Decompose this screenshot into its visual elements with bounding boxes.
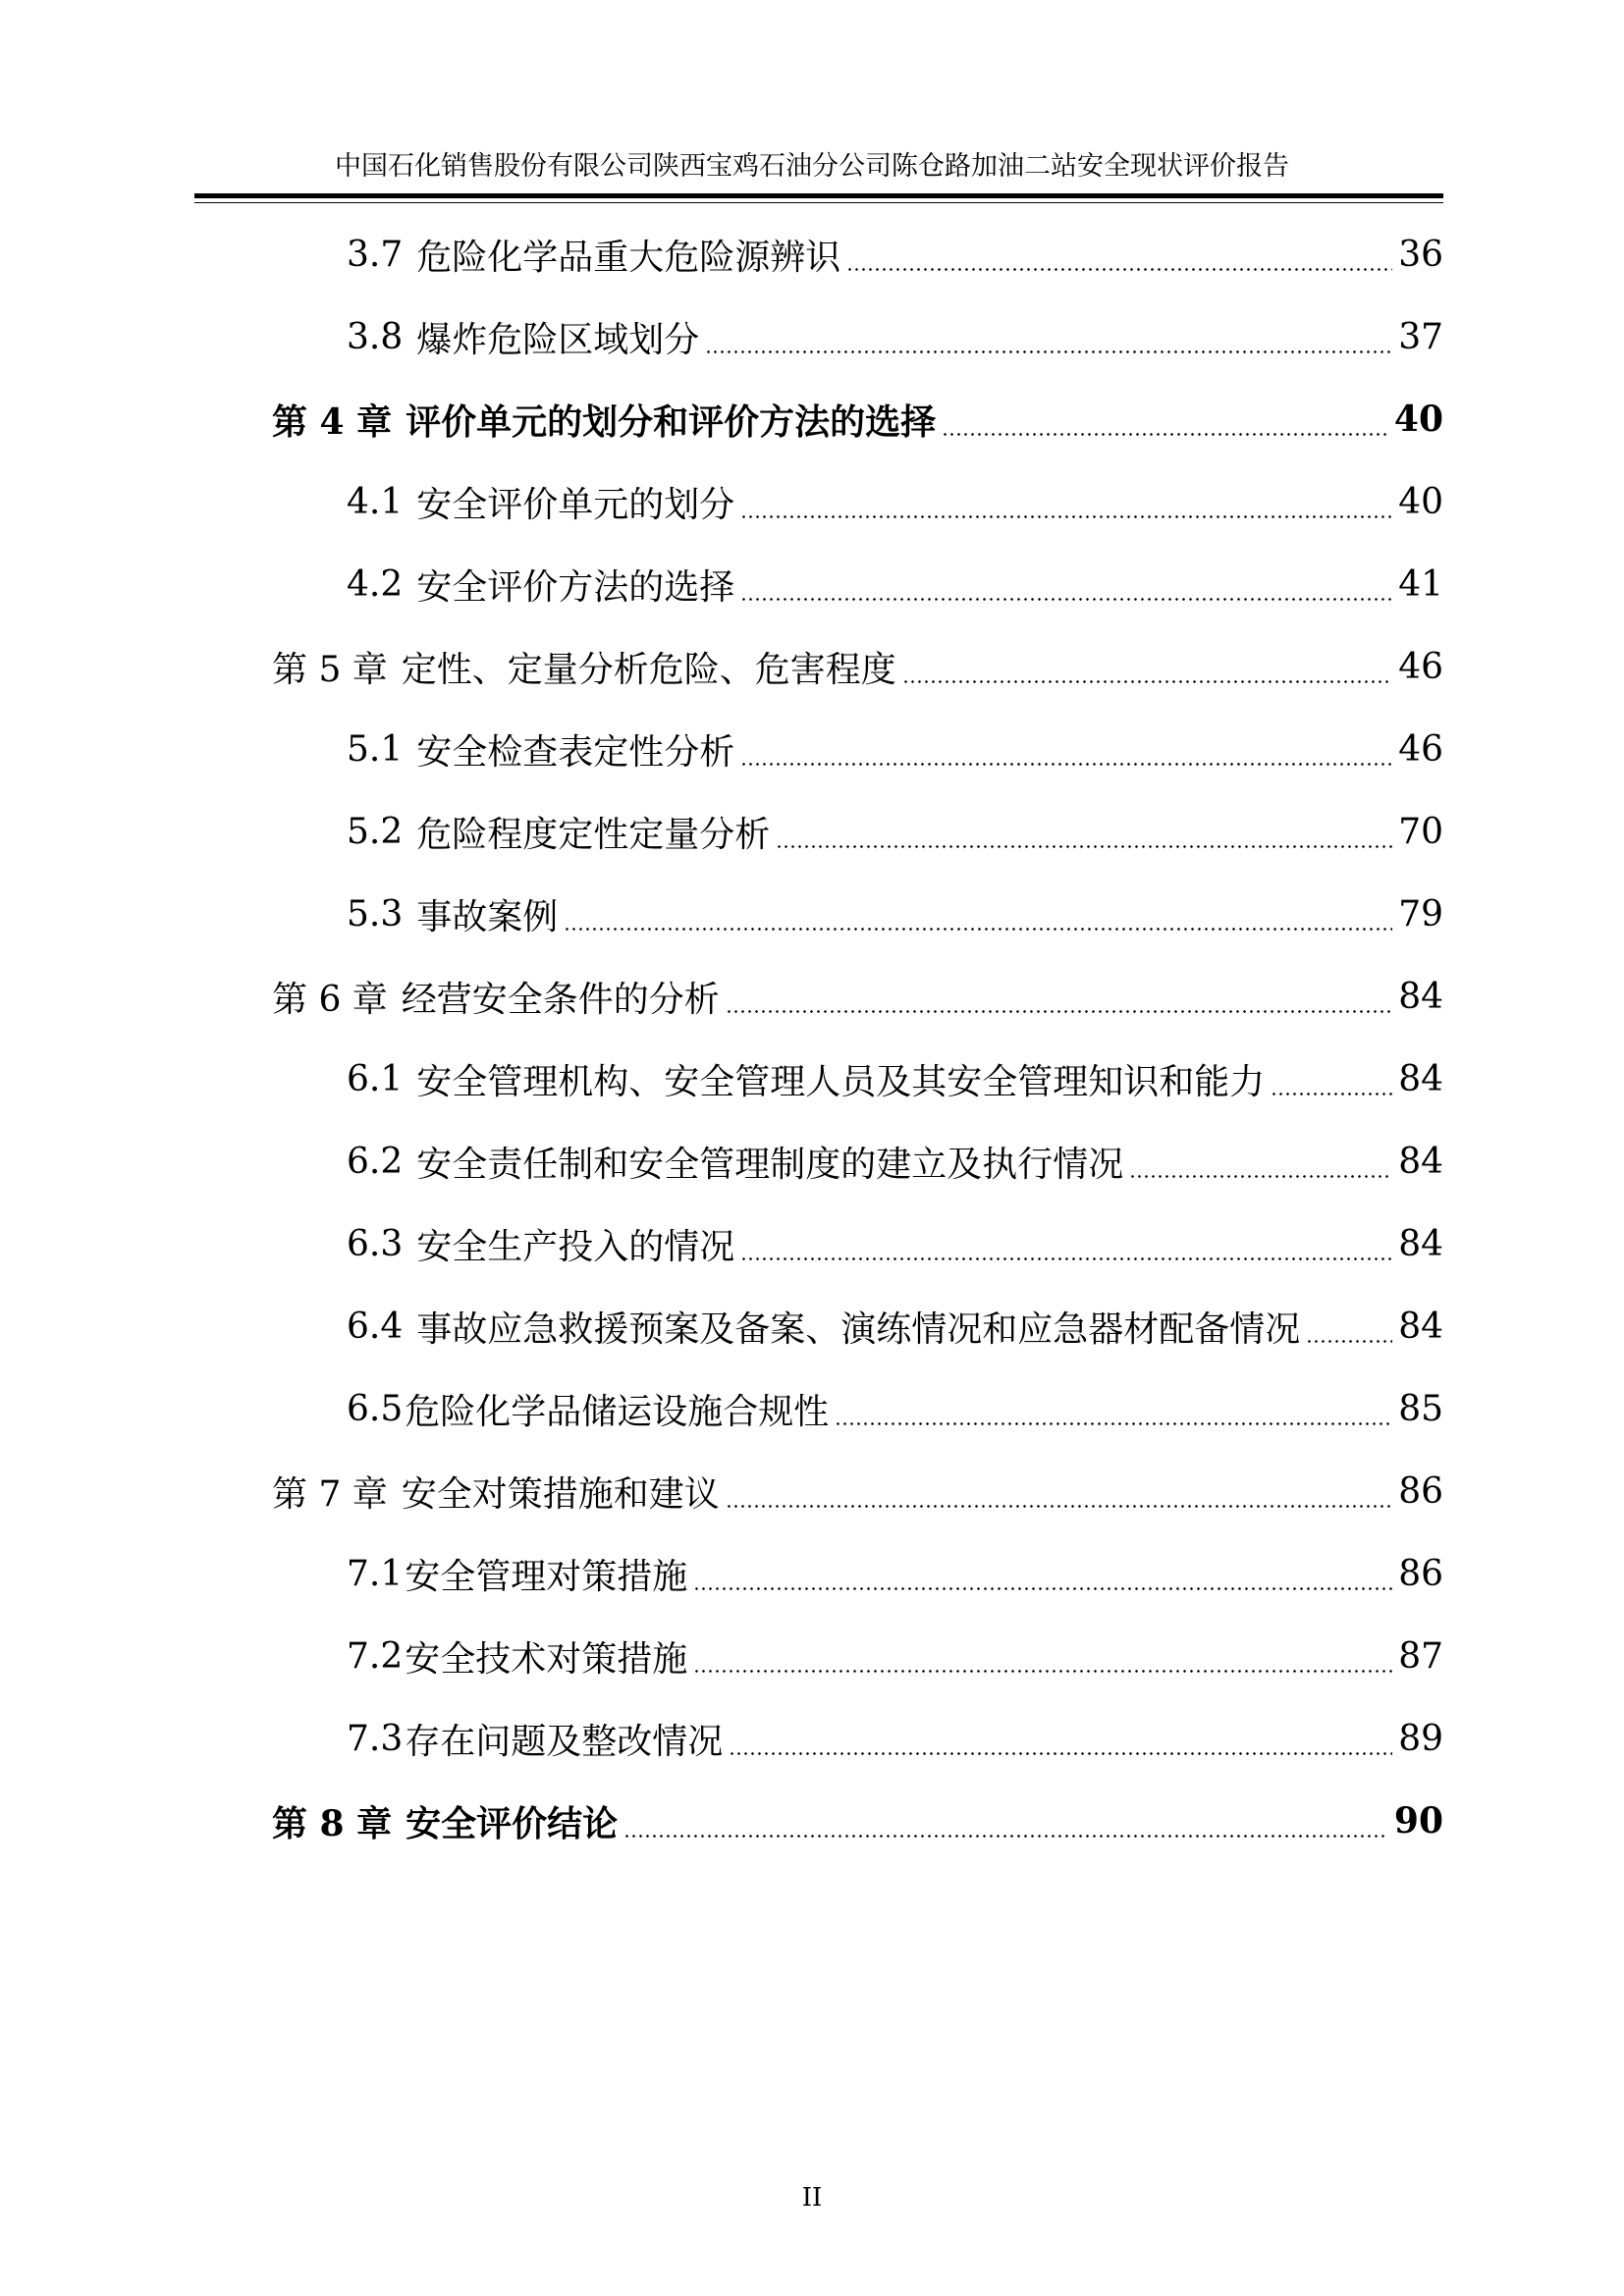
toc-entry-title: 安全评价结论	[406, 1802, 619, 1844]
toc-entry-leader-dots	[776, 845, 1392, 848]
toc-entry-number: 第 5 章	[272, 649, 388, 690]
toc-entry-title: 定性、定量分析危险、危害程度	[401, 649, 896, 690]
toc-entry-number: 7.1	[347, 1553, 404, 1594]
toc-entry-page: 41	[1398, 563, 1443, 605]
toc-entry-number: 4.1	[347, 481, 404, 522]
toc-entry[interactable]	[347, 467, 1443, 536]
toc-entry-number: 7.3	[347, 1718, 404, 1759]
toc-entry[interactable]	[347, 302, 1443, 371]
toc-entry[interactable]	[272, 1457, 1443, 1525]
toc-entry-leader-dots	[1129, 1175, 1392, 1178]
toc-entry[interactable]	[347, 1127, 1443, 1196]
toc-entry[interactable]	[347, 1374, 1443, 1443]
toc-entry[interactable]	[272, 385, 1443, 454]
toc-entry-leader-dots	[564, 928, 1392, 931]
toc-entry-page: 84	[1398, 1141, 1443, 1182]
toc-entry-number: 6.3	[347, 1223, 404, 1264]
toc-entry[interactable]	[347, 797, 1443, 866]
toc-entry[interactable]	[347, 550, 1443, 618]
toc-entry-page: 87	[1398, 1635, 1443, 1677]
header-rule-thin	[194, 202, 1443, 203]
toc-entry-title: 安全检查表定性分析	[416, 731, 735, 773]
toc-entry-leader-dots	[729, 1752, 1392, 1755]
toc-entry-number: 5.1	[347, 728, 404, 770]
toc-entry-title: 爆炸危险区域划分	[416, 319, 700, 360]
toc-entry-title: 安全责任制和安全管理制度的建立及执行情况	[416, 1144, 1124, 1185]
toc-entry-page: 85	[1398, 1388, 1443, 1429]
toc-entry-number: 4.2	[347, 563, 404, 605]
header-rule-thick	[194, 193, 1443, 198]
toc-entry-leader-dots	[693, 1670, 1392, 1673]
toc-entry-leader-dots	[740, 763, 1392, 766]
toc-entry-leader-dots	[740, 598, 1392, 601]
toc-entry-number: 3.8	[347, 316, 404, 357]
toc-entry[interactable]	[347, 1044, 1443, 1113]
toc-entry-page: 89	[1398, 1718, 1443, 1759]
toc-entry-leader-dots	[740, 1257, 1392, 1260]
toc-entry-leader-dots	[902, 680, 1392, 683]
toc-entry[interactable]	[272, 632, 1443, 701]
toc-entry-title: 安全对策措施和建议	[401, 1473, 720, 1515]
toc-entry[interactable]	[347, 715, 1443, 783]
toc-entry-title: 事故应急救援预案及备案、演练情况和应急器材配备情况	[416, 1308, 1301, 1350]
toc-entry-number: 第 4 章	[272, 400, 393, 443]
toc-entry[interactable]	[347, 1209, 1443, 1278]
toc-entry-title: 危险程度定性定量分析	[416, 814, 771, 855]
toc-entry-leader-dots	[693, 1587, 1392, 1590]
toc-entry-leader-dots	[705, 350, 1392, 353]
toc-entry[interactable]	[347, 880, 1443, 948]
toc-entry[interactable]	[347, 1704, 1443, 1773]
toc-entry-leader-dots	[1271, 1093, 1392, 1095]
toc-entry-page: 86	[1398, 1553, 1443, 1594]
toc-entry-title: 安全管理对策措施	[405, 1556, 688, 1597]
toc-entry-leader-dots	[942, 433, 1388, 436]
toc-entry[interactable]	[272, 962, 1443, 1031]
toc-entry-number: 6.1	[347, 1058, 404, 1099]
toc-entry-page: 84	[1398, 1058, 1443, 1099]
toc-entry-title: 事故案例	[416, 896, 559, 937]
toc-entry-number: 第 6 章	[272, 979, 388, 1020]
toc-entry[interactable]	[272, 1787, 1443, 1855]
toc-entry-title: 安全生产投入的情况	[416, 1226, 735, 1267]
toc-entry-leader-dots	[623, 1835, 1388, 1838]
toc-entry-page: 46	[1398, 646, 1443, 687]
toc-entry-page: 70	[1398, 811, 1443, 852]
toc-entry-page: 40	[1393, 399, 1443, 440]
toc-entry-leader-dots	[835, 1422, 1392, 1425]
toc-entry-page: 46	[1398, 728, 1443, 770]
toc-entry[interactable]	[347, 1539, 1443, 1608]
toc-entry-page: 84	[1398, 1223, 1443, 1264]
toc-entry-title: 经营安全条件的分析	[401, 979, 720, 1020]
toc-entry-title: 危险化学品重大危险源辨识	[416, 237, 841, 278]
toc-entry-leader-dots	[1306, 1340, 1392, 1343]
toc-entry-leader-dots	[740, 515, 1392, 518]
toc-entry-leader-dots	[726, 1505, 1392, 1508]
toc-entry-page: 37	[1398, 316, 1443, 357]
toc-entry-page: 90	[1393, 1800, 1443, 1842]
toc-entry-number: 5.2	[347, 811, 404, 852]
toc-entry-leader-dots	[846, 268, 1392, 271]
toc-entry-title: 安全管理机构、安全管理人员及其安全管理知识和能力	[416, 1061, 1266, 1102]
toc-entry-page: 40	[1398, 481, 1443, 522]
toc-entry-leader-dots	[726, 1010, 1392, 1013]
header-title: 中国石化销售股份有限公司陕西宝鸡石油分公司陈仓路加油二站安全现状评价报告	[335, 151, 1289, 182]
toc-entry-page: 84	[1398, 976, 1443, 1017]
toc-entry-number: 3.7	[347, 234, 404, 275]
toc-entry-number: 6.2	[347, 1141, 404, 1182]
toc-entry-page: 36	[1398, 234, 1443, 275]
toc-entry[interactable]	[347, 220, 1443, 289]
toc-entry-title: 评价单元的划分和评价方法的选择	[406, 400, 937, 443]
toc-entry-number: 第 8 章	[272, 1802, 393, 1844]
toc-entry-number: 5.3	[347, 893, 404, 934]
toc-entry-title: 安全技术对策措施	[405, 1638, 688, 1680]
toc-entry-page: 84	[1398, 1306, 1443, 1347]
page-number: II	[801, 2183, 823, 2213]
toc-entry[interactable]	[347, 1292, 1443, 1361]
toc-entry-number: 6.5	[347, 1388, 404, 1429]
toc-entry-number: 7.2	[347, 1635, 404, 1677]
toc-entry-page: 86	[1398, 1470, 1443, 1512]
toc-entry-page: 79	[1398, 893, 1443, 934]
toc-entry-title: 存在问题及整改情况	[405, 1721, 724, 1762]
toc-entry-title: 危险化学品储运设施合规性	[405, 1391, 830, 1432]
toc-entry-number: 6.4	[347, 1306, 404, 1347]
toc-entry-title: 安全评价单元的划分	[416, 484, 735, 525]
toc-entry-title: 安全评价方法的选择	[416, 566, 735, 608]
toc-entry[interactable]	[347, 1622, 1443, 1690]
toc-entry-number: 第 7 章	[272, 1473, 388, 1515]
